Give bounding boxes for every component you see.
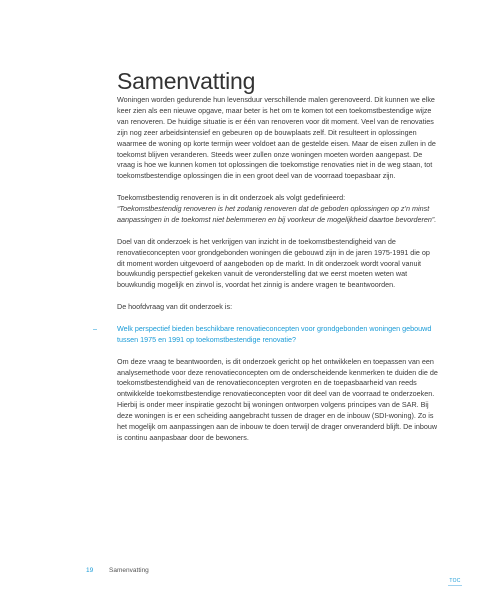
paragraph-approach: Om deze vraag te beantwoorden, is dit onderzoek gericht op het ontwikkelen en toepassen van een analysemethode voor deze renovatieconcepten om de onderscheidende kenmerken te duiden die de toekomstbestendigheid van de renovatieconcepten vergroten en de toepasbaarheid van reeds ontwikkelde toekomstbestendige renovatieconcepten voor dit deel van de voorraad te onderzoeken. Hierbij is onder meer inspiratie gezocht bij woningen ontworpen volgens principes van de SAR. Bij deze woningen is er een scheiding aangebracht tussen de drager en de inbouw (SDI-woning). Zo is het mogelijk om aanpassingen aan de inbouw te doen terwijl de drager onveranderd blijft. De inbouw is continu aanpasbaar door de bewoners.: [117, 356, 438, 443]
page-number: 19: [86, 567, 94, 574]
main-question-text: Welk perspectief bieden beschikbare renovatieconcepten voor grondgebonden woningen gebouwd tussen 1975 en 1991 op toekomstbestendige renovatie?: [117, 323, 432, 344]
paragraph-main-question-intro: De hoofdvraag van dit onderzoek is:: [117, 302, 233, 312]
body-text: [93, 95, 439, 455]
toc-underline: [448, 585, 462, 586]
page-title: Samenvatting: [117, 68, 256, 95]
footer-section-label: Samenvatting: [109, 567, 149, 574]
paragraph-goal: Doel van dit onderzoek is het verkrijgen van inzicht in de toekomstbestendigheid van de renovatieconcepten voor grondgebonden woningen die gebouwd zijn in de jaren 1975-1991 die op dit moment worden uitgevoerd of aangeboden op de markt. In dit onderzoek wordt vooral vanuit bouwkundig perspectief gekeken vanuit de veronderstelling dat we eerst moeten weten wat bouwkundig mogelijk en zinvol is, voordat het zinnig is andere vragen te beantwoorden.: [117, 236, 430, 290]
paragraph-intro: Woningen worden gedurende hun levensduur verschillende malen gerenoveerd. Dit kunnen we elke keer zien als een nieuwe opgave, maar beter is het om te komen tot een toekomstbestendige wijze van renoveren. De huidige situatie is er één van renoveren voor dit moment. Veel van de renovaties zijn nog zeer arbeidsintensief en gebeuren op de bouwplaats zelf. Dit resulteert in oplossingen waarmee de woning op korte termijn weer voldoet aan de gestelde eisen. Maar de eisen zullen in de toekomst blijven veranderen. Steeds weer zullen onze woningen moeten worden aangepast. De vraag is hoe we kunnen komen tot oplossingen die toekomstige renovaties niet in de weg staan, tot toekomstbestendige oplossingen die in een groot deel van de voorraad toepasbaar zijn.: [117, 95, 436, 181]
question-dash: –: [93, 323, 97, 333]
toc-link[interactable]: [448, 578, 462, 586]
main-question: [93, 323, 439, 346]
toc-label: TOC: [449, 578, 461, 584]
paragraph-definition-intro: Toekomstbestendig renoveren is in dit onderzoek als volgt gedefinieerd:: [117, 193, 346, 203]
page-footer: [86, 567, 149, 574]
paragraph-definition-quote: “Toekomstbestendig renoveren is het zodanig renoveren dat de geboden oplossingen op z’n minst aanpassingen in de toekomst niet belemmeren en bij voorkeur de mogelijkheid daartoe bevorderen”.: [117, 204, 437, 224]
